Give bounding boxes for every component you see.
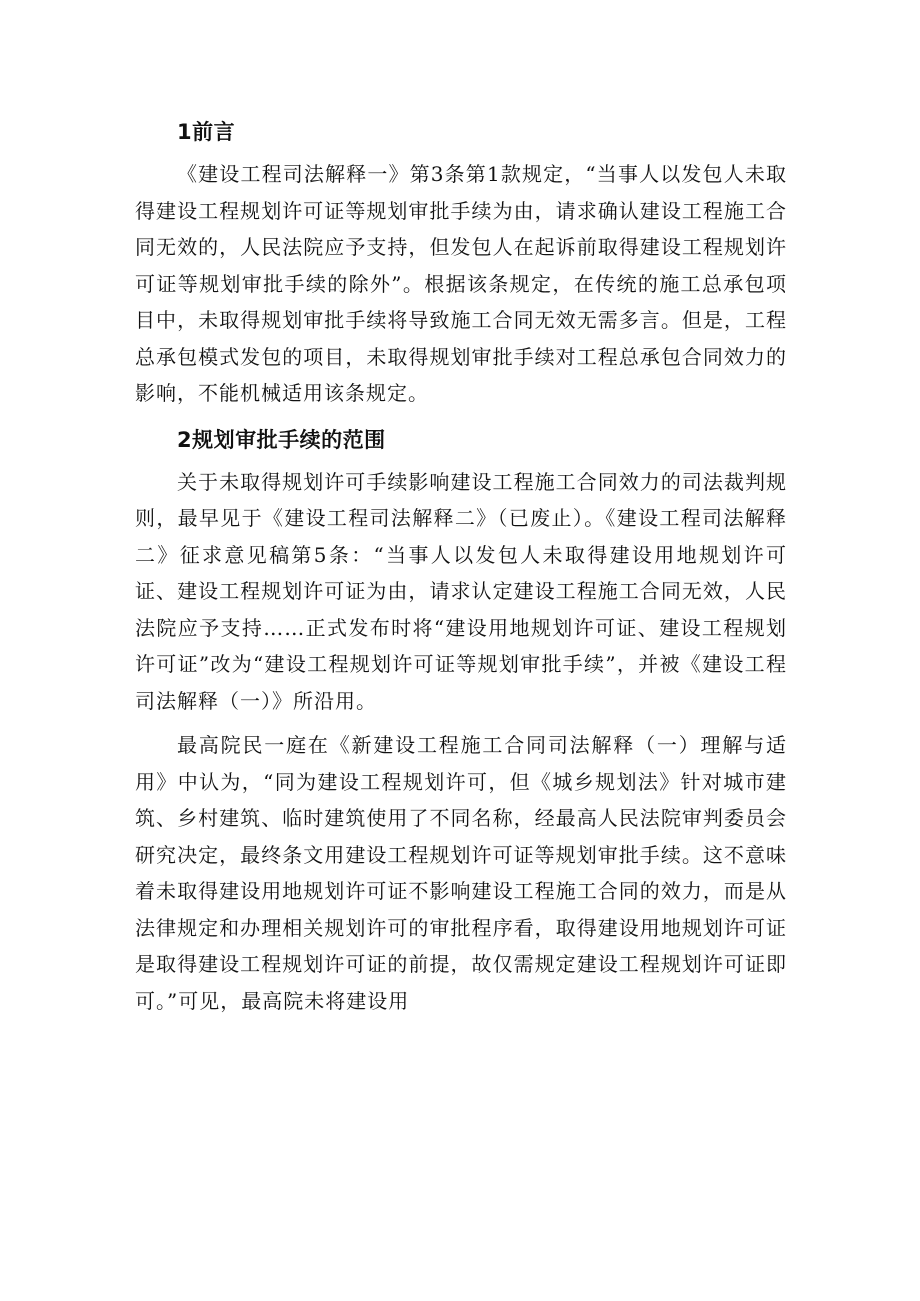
document-body — [135, 112, 787, 1027]
paragraph-scope-2: 最高院民一庭在《新建设工程施工合同司法解释（一）理解与适用》中认为，“同为建设工程规划许可，但《城乡规划法》针对城市建筑、乡村建筑、临时建筑使用了不同名称，经最高人民法院审判委员会研究决定，最终条文用建设工程规划许可证等规划审批手续。这不意味着未取得建设用地规划许可证不影响建设工程施工合同的效力，而是从法律规定和办理相关规划许可的审批程序看，取得建设用地规划许可证是取得建设工程规划许可证的前提，故仅需规定建设工程规划许可证即可。”可见，最高院未将建设用 — [135, 733, 787, 1013]
section-heading-preface: 1前言 — [177, 120, 236, 144]
section-heading-scope: 2规划审批手续的范围 — [177, 427, 386, 452]
paragraph-scope-1: 关于未取得规划许可手续影响建设工程施工合同效力的司法裁判规则，最早见于《建设工程司法解释二》（已废止）。《建设工程司法解释二》征求意见稿第5条：“当事人以发包人未取得建设用地规划许可证、建设工程规划许可证为由，请求认定建设工程施工合同无效，人民法院应予支持……正式发布时将“建设用地规划许可证、建设工程规划许可证”改为“建设工程规划许可证等规划审批手续”，并被《建设工程司法解释（一）》所沿用。 — [135, 469, 787, 713]
paragraph-preface: 《建设工程司法解释一》第3条第1款规定，“当事人以发包人未取得建设工程规划许可证等规划审批手续为由，请求确认建设工程施工合同无效的，人民法院应予支持，但发包人在起诉前取得建设工程规划许可证等规划审批手续的除外”。根据该条规定，在传统的施工总承包项目中，未取得规划审批手续将导致施工合同无效无需多言。但是，工程总承包模式发包的项目，未取得规划审批手续对工程总承包合同效力的影响，不能机械适用该条规定。 — [135, 162, 787, 405]
